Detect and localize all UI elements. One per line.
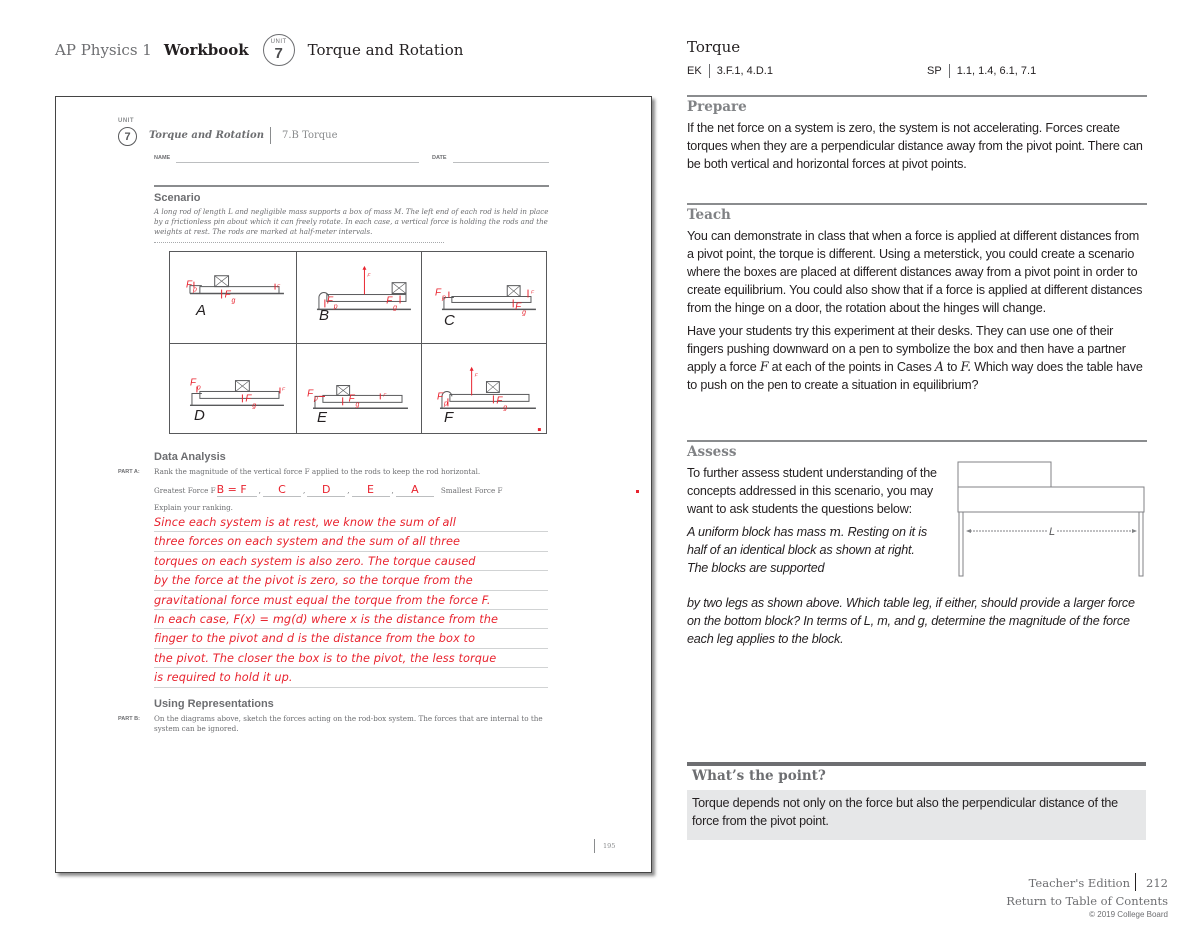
toc-link[interactable]: Return to Table of Contents xyxy=(1006,894,1168,908)
workbook-page xyxy=(55,96,652,873)
explain-label: Explain your ranking. xyxy=(154,503,233,512)
smallest-force-label: Smallest Force F xyxy=(440,486,503,495)
svg-text:F: F xyxy=(245,393,252,405)
part-a-label: PART A: xyxy=(118,469,140,475)
book-title: Workbook xyxy=(163,41,249,59)
divider xyxy=(154,185,549,187)
rod-diagram-a-icon xyxy=(170,252,296,343)
rod-diagram-f-icon xyxy=(422,344,546,433)
footer-divider xyxy=(1135,873,1136,891)
teach-paragraph-2: Have your students try this experiment at their desks. They can use one of their fingers pushing downward on a pen to symbolize the box and then have a partner apply a force F at each of the points in Cases A to F. Which way does the table have to push on the pen to create a situation in equilibrium? xyxy=(687,324,1143,392)
assess-question-part-1: A uniform block has mass m. Resting on it is half of an identical block as shown at right. The blocks are supported xyxy=(687,524,927,575)
diagram-cell-a xyxy=(170,252,297,344)
svg-text:F: F xyxy=(435,287,442,299)
block-on-table-icon xyxy=(955,460,1145,580)
unit-badge-number: 7 xyxy=(274,45,283,62)
part-b-text: On the diagrams above, sketch the forces acting on the rod-box system. The forces that are internal to the system can be ignored. xyxy=(154,714,543,733)
answer-line: by the force at the pivot is zero, so the torque from the xyxy=(154,571,548,590)
data-analysis-heading: Data Analysis xyxy=(154,451,226,463)
rank-slot-1[interactable]: B = F xyxy=(217,483,257,497)
svg-text:F: F xyxy=(307,388,314,400)
course-title: AP Physics 1 xyxy=(55,41,152,59)
answer-line: In each case, F(x) = mg(d) where x is the distance from the xyxy=(154,610,548,629)
rod-diagram-b-icon xyxy=(297,252,421,343)
workbook-page-number: 195 xyxy=(603,842,616,850)
part-b-label: PART B: xyxy=(118,716,140,722)
answer-line: Since each system is at rest, we know the sum of all xyxy=(154,513,548,532)
svg-text:F: F xyxy=(277,284,281,290)
divider xyxy=(687,95,1147,97)
rod-diagram-d-icon xyxy=(170,344,296,433)
svg-text:F: F xyxy=(515,301,522,313)
diagram-cell-f xyxy=(422,344,546,433)
page-number: 212 xyxy=(1146,876,1168,890)
greatest-force-label: Greatest Force F xyxy=(154,486,216,495)
answer-line: gravitational force must equal the torque from the force F. xyxy=(154,591,548,610)
diagram-cell-b xyxy=(297,252,422,344)
date-field xyxy=(453,162,549,163)
diagram-cell-d xyxy=(170,344,297,433)
svg-text:p: p xyxy=(441,294,446,302)
unit-badge-icon xyxy=(263,34,295,66)
copyright: © 2019 College Board xyxy=(1089,910,1168,919)
ek-meta xyxy=(687,64,773,78)
wb-subtitle: 7.B Torque xyxy=(282,130,338,141)
unit-badge-label: UNIT xyxy=(270,39,287,45)
ranking-row: Greatest Force F B = F , C , D , E , A Smallest Force F xyxy=(154,483,503,496)
divider xyxy=(687,203,1147,205)
sp-label: SP xyxy=(927,65,942,77)
sp-meta xyxy=(927,64,1036,78)
svg-text:p: p xyxy=(192,286,197,294)
page-number-divider xyxy=(594,839,595,853)
diagram-label-b: B xyxy=(319,307,330,324)
svg-text:p: p xyxy=(196,384,201,392)
diagram-cell-e xyxy=(297,344,422,433)
divider xyxy=(687,440,1147,442)
answer-line: torques on each system is also zero. The torque caused xyxy=(154,552,548,571)
assess-question-part-2: by two legs as shown above. Which table leg, if either, should provide a larger force on the bottom block? In terms of L, m, and g, determine the magnitude of the force each leg applies to the block. xyxy=(687,596,1135,646)
name-field xyxy=(176,162,419,163)
wb-title: Torque and Rotation xyxy=(149,130,264,141)
svg-text:F: F xyxy=(496,395,503,407)
rod-diagram-c-icon xyxy=(422,252,546,343)
dotted-divider xyxy=(154,242,444,243)
diagram-label-e: E xyxy=(317,409,328,426)
svg-text:g: g xyxy=(231,297,236,305)
whats-the-point-text: Torque depends not only on the force but also the perpendicular distance of the force from the pivot point. xyxy=(692,796,1118,828)
rank-slot-2[interactable]: C xyxy=(263,483,301,497)
diagram-grid xyxy=(169,251,547,434)
svg-text:F: F xyxy=(386,295,393,307)
wb-title-divider xyxy=(270,127,271,144)
scenario-heading: Scenario xyxy=(154,192,201,204)
date-label: DATE xyxy=(432,155,447,161)
using-representations-heading: Using Representations xyxy=(154,698,274,710)
svg-text:F: F xyxy=(326,295,333,307)
svg-text:F: F xyxy=(189,377,197,389)
svg-text:F: F xyxy=(281,387,285,393)
wb-unit-label: UNIT xyxy=(118,118,134,124)
scenario-text: A long rod of length L and negligible mass supports a box of mass M. The left end of each rod is held in place by a frictionless pin about which it can freely rotate. In each case, a vertical force is holding the rods and the weights at rest. The rods are marked at half-meter intervals. xyxy=(154,207,549,236)
svg-text:F: F xyxy=(224,289,231,301)
part-a-prompt: Rank the magnitude of the vertical force F applied to the rods to keep the rod horizontal. xyxy=(154,467,481,476)
svg-text:F: F xyxy=(437,391,444,403)
svg-text:g: g xyxy=(522,309,526,317)
section-title: Torque xyxy=(687,38,741,56)
answer-line: the pivot. The closer the box is to the pivot, the less torque xyxy=(154,649,548,668)
stacked-blocks-figure xyxy=(955,460,1145,580)
svg-text:L: L xyxy=(1049,526,1056,538)
whats-the-point-box xyxy=(687,790,1146,840)
svg-text:g: g xyxy=(503,404,508,412)
svg-text:F: F xyxy=(474,373,478,379)
teach-paragraph-1: You can demonstrate in class that when a force is applied at different distances from a pivot point, the torque is different. Using a meterstick, you could create a scenario where the boxes are placed at different distances away from a pivot point in order to create equilibrium. You could also show that if a force is applied at different distances from the hinge on a door, the rotation about the hinges will change. xyxy=(687,229,1143,315)
answer-area[interactable] xyxy=(154,513,548,688)
sp-value: 1.1, 1.4, 6.1, 7.1 xyxy=(956,65,1037,77)
ek-value: 3.F.1, 4.D.1 xyxy=(716,65,773,77)
answer-line: finger to the pivot and d is the distance from the box to xyxy=(154,629,548,648)
rank-slot-4[interactable]: E xyxy=(352,483,390,497)
diagram-cell-c xyxy=(422,252,546,344)
svg-text:F: F xyxy=(186,279,193,291)
svg-text:F: F xyxy=(367,273,371,279)
svg-text:g: g xyxy=(393,304,397,312)
whats-the-point-heading: What’s the point? xyxy=(692,768,826,784)
annotation-dot-icon xyxy=(636,490,639,493)
svg-text:g: g xyxy=(252,402,257,410)
rank-slot-5[interactable]: A xyxy=(396,483,434,497)
svg-text:g: g xyxy=(355,401,360,409)
name-label: NAME xyxy=(154,155,171,161)
svg-text:F: F xyxy=(383,393,387,399)
page-header xyxy=(55,30,463,70)
diagram-label-a: A xyxy=(196,302,207,319)
svg-text:p: p xyxy=(314,395,318,403)
diagram-label-d: D xyxy=(194,407,205,424)
wb-unit-number-icon: 7 xyxy=(118,127,137,146)
callout-bar xyxy=(687,762,1146,766)
diagram-label-c: C xyxy=(444,312,455,329)
prepare-heading: Prepare xyxy=(687,99,747,115)
assess-heading: Assess xyxy=(687,444,737,460)
ek-label: EK xyxy=(687,65,702,77)
diagram-label-f: F xyxy=(444,409,454,426)
prepare-text: If the net force on a system is zero, the system is not accelerating. Forces create torques when they are a perpendicular distance away from the pivot point. There can be both vertical and horizontal forces at pivot points. xyxy=(687,121,1143,171)
svg-text:F: F xyxy=(530,290,535,296)
rank-slot-3[interactable]: D xyxy=(307,483,345,497)
svg-text:F: F xyxy=(348,393,355,405)
unit-topic: Torque and Rotation xyxy=(307,41,464,59)
assess-intro: To further assess student understanding of the concepts addressed in this scenario, you may want to ask students the questions below: xyxy=(687,466,937,516)
answer-line: three forces on each system and the sum of all three xyxy=(154,532,548,551)
answer-line: is required to hold it up. xyxy=(154,668,548,687)
edition-label: Teacher's Edition xyxy=(1028,876,1130,890)
rod-diagram-e-icon xyxy=(297,344,421,433)
svg-text:p: p xyxy=(333,303,338,311)
svg-text:p: p xyxy=(443,400,448,408)
teach-heading: Teach xyxy=(687,207,731,223)
